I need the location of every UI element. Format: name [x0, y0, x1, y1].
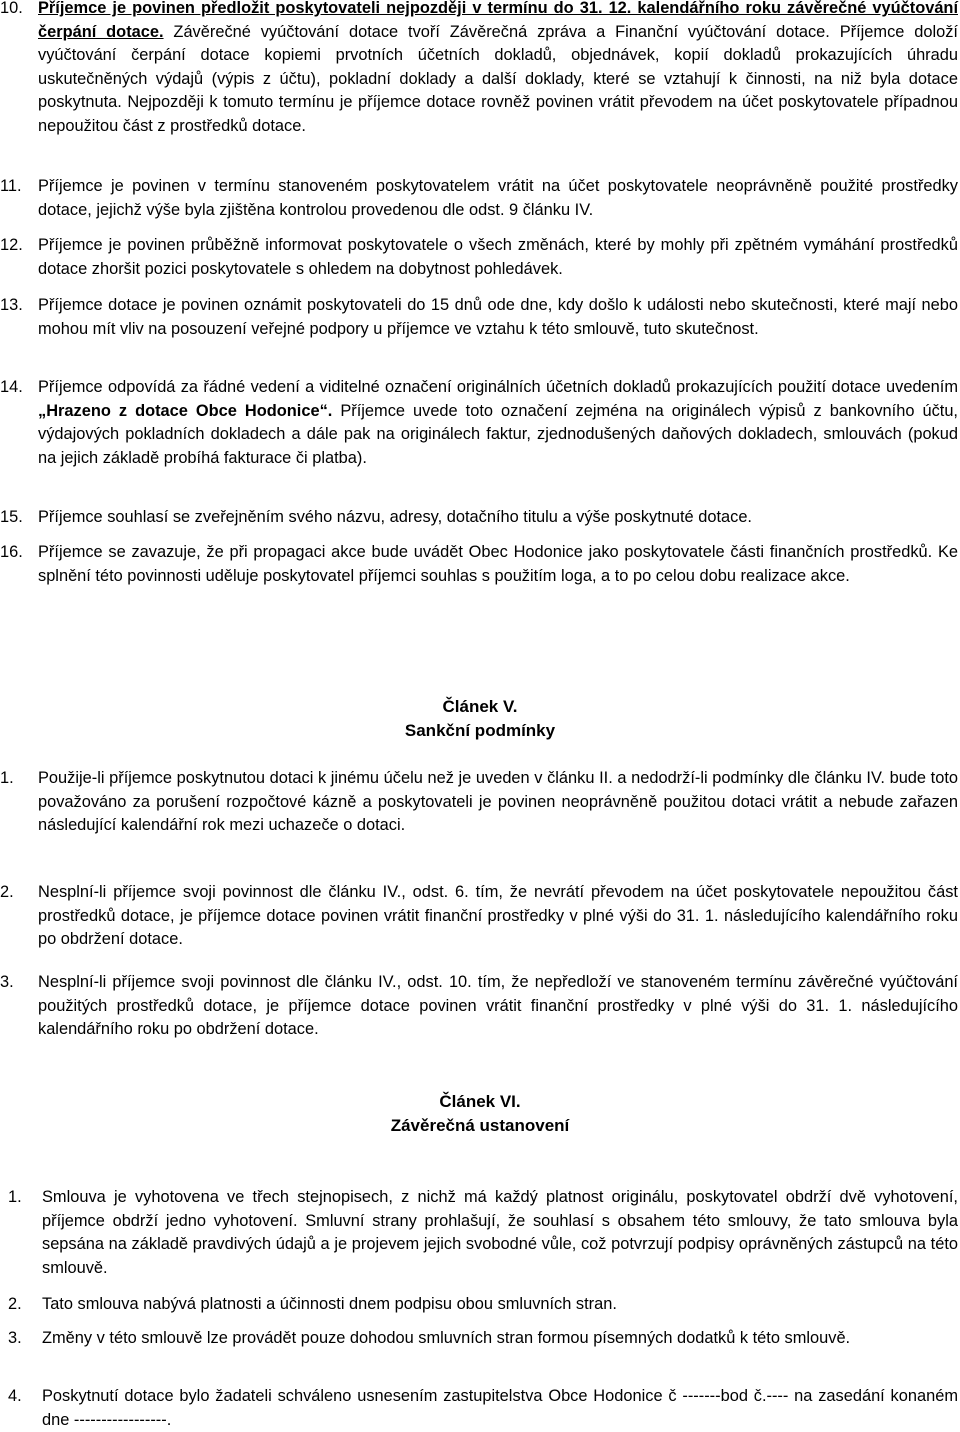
clause-text: Nesplní-li příjemce svoji povinnost dle článku IV., odst. 6. tím, že nevrátí převodem na účet poskytovatele nepoužitou část prostředků dotace, je příjemce dotace povinen vrátit finanční prostředky v plné výši do 31. 1. následujícího kalendářního roku po obdržení dotace. [38, 883, 958, 948]
clause-number: 3. [8, 1329, 22, 1347]
clause-number: 10. [0, 0, 23, 17]
clause-text: Použije-li příjemce poskytnutou dotaci k jinému účelu než je uveden v článku II. a nedodrží-li podmínky dle článku IV. bude toto považováno za porušení rozpočtové kázně a poskytovateli je povinen neoprávněně použitou dotaci vrátit a nebude zařazen následující kalendářní rok mezi uchazeče o dotaci. [38, 769, 958, 834]
article-heading: Článek VI. [439, 1092, 521, 1111]
clause-bold-phrase: „Hrazeno z dotace Obce Hodonice“. [38, 401, 333, 420]
clause-number: 13. [0, 296, 23, 314]
clause-bold-underlined: Příjemce je povinen předložit poskytovateli nejpozději v termínu do 31. 12. kalendářního roku závěrečné vyúčtování čerpání dotace. [38, 0, 958, 41]
clause-12 [0, 234, 960, 281]
clause-text: Tato smlouva nabývá platnosti a účinnosti dnem podpisu obou smluvních stran. [42, 1295, 617, 1313]
final-provision-3 [0, 1327, 960, 1351]
sanction-item-2 [0, 881, 960, 952]
final-provision-4 [0, 1385, 960, 1432]
clause-text: Smlouva je vyhotovena ve třech stejnopisech, z nichž má každý platnost originálu, poskytovatel obdrží dvě vyhotovení, příjemce obdrží jedno vyhotovení. Smluvní strany prohlašují, že souhlasí s obsahem této smlouvy, že tato smlouva byla sepsána na základě pravdivých údajů a je projevem jejich svobodné vůle, což potvrzují podpisy oprávněných zástupců na této smlouvě. [42, 1188, 958, 1277]
clause-text-after: Příjemce uvede toto označení zejména na originálech výpisů z bankovního účtu, výdajových pokladních dokladech a dále pak na originálech faktur, zjednodušených daňových dokladech, smlouvách (pokud na jejich základě probíhá fakturace či platba). [38, 401, 958, 467]
clause-text: Příjemce je povinen v termínu stanoveném poskytovatelem vrátit na účet poskytovatele neoprávněně použité prostředky dotace, jejichž výše byla zjištěna kontrolou provedenou dle odst. 9 článku IV. [38, 177, 958, 219]
clause-text: Příjemce je povinen průběžně informovat poskytovatele o všech změnách, které by mohly při zpětném vymáhání prostředků dotace zhoršit pozici poskytovatele s ohledem na dobytnost pohledávek. [38, 236, 958, 278]
clause-text [38, 0, 958, 138]
clause-number: 4. [8, 1387, 22, 1405]
clause-text [38, 376, 958, 470]
clause-number: 2. [0, 883, 14, 901]
article-title: Závěrečná ustanovení [390, 1116, 570, 1135]
clause-number: 11. [0, 177, 22, 195]
clause-number: 1. [0, 769, 14, 787]
clause-13 [0, 294, 960, 341]
clause-number: 16. [0, 543, 23, 561]
sanction-item-3 [0, 971, 960, 1042]
clause-text: Nesplní-li příjemce svoji povinnost dle článku IV., odst. 10. tím, že nepředloží ve stanoveném termínu závěrečné vyúčtování použitých prostředků dotace, je příjemce dotace povinen vrátit finanční prostředky v plné výši do 31. 1. následujícího kalendářního roku po obdržení dotace. [38, 973, 958, 1038]
article-title: Sankční podmínky [404, 721, 556, 740]
clause-number: 12. [0, 236, 23, 254]
final-provision-2 [0, 1293, 960, 1317]
clause-15 [0, 506, 960, 530]
clause-number: 15. [0, 508, 23, 526]
clause-14 [0, 376, 960, 470]
clause-number: 3. [0, 973, 14, 991]
clause-text: Příjemce souhlasí se zveřejněním svého názvu, adresy, dotačního titulu a výše poskytnuté dotace. [38, 508, 752, 526]
clause-16 [0, 541, 960, 588]
article-heading: Článek V. [442, 697, 518, 716]
clause-text-before: Příjemce odpovídá za řádné vedení a viditelné označení originálních účetních dokladů prokazujících použití dotace uvedením [38, 378, 958, 396]
clause-text: Poskytnutí dotace bylo žadateli schváleno usnesením zastupitelstva Obce Hodonice č -------bod č.---- na zasedání konaném dne -----------------. [42, 1387, 958, 1429]
clause-number: 1. [8, 1188, 22, 1206]
clause-text: Příjemce se zavazuje, že při propagaci akce bude uvádět Obec Hodonice jako poskytovatele části finančních prostředků. Ke splnění této povinnosti uděluje poskytovatel příjemci souhlas s použitím loga, a to po celou dobu realizace akce. [38, 543, 958, 585]
sanction-item-1 [0, 767, 960, 838]
final-provision-1 [0, 1186, 960, 1280]
clause-11 [0, 175, 960, 222]
clause-10 [0, 0, 960, 138]
clause-number: 14. [0, 378, 23, 396]
clause-number: 2. [8, 1295, 22, 1313]
clause-text: Změny v této smlouvě lze provádět pouze dohodou smluvních stran formou písemných dodatků k této smlouvě. [42, 1329, 851, 1347]
clause-text-rest: Závěrečné vyúčtování dotace tvoří Závěrečná zpráva a Finanční vyúčtování dotace. Příjemce doloží vyúčtování čerpání dotace kopiemi prvotních účetních dokladů, objednávek, kopií dokladů prokazujících úhradu uskutečněných výdajů (výpis z účtu), pokladní doklady a další doklady, které se vztahují k činnosti, na niž byla dotace poskytnuta. Nejpozději k tomuto termínu je příjemce dotace rovněž povinen vrátit převodem na účet poskytovatele případnou nepoužitou část z prostředků dotace. [38, 22, 958, 135]
clause-text: Příjemce dotace je povinen oznámit poskytovateli do 15 dnů ode dne, kdy došlo k události nebo skutečnosti, které mají nebo mohou mít vliv na posouzení veřejné podpory u příjemce ve vztahu k této smlouvě, tuto skutečnost. [38, 296, 958, 338]
